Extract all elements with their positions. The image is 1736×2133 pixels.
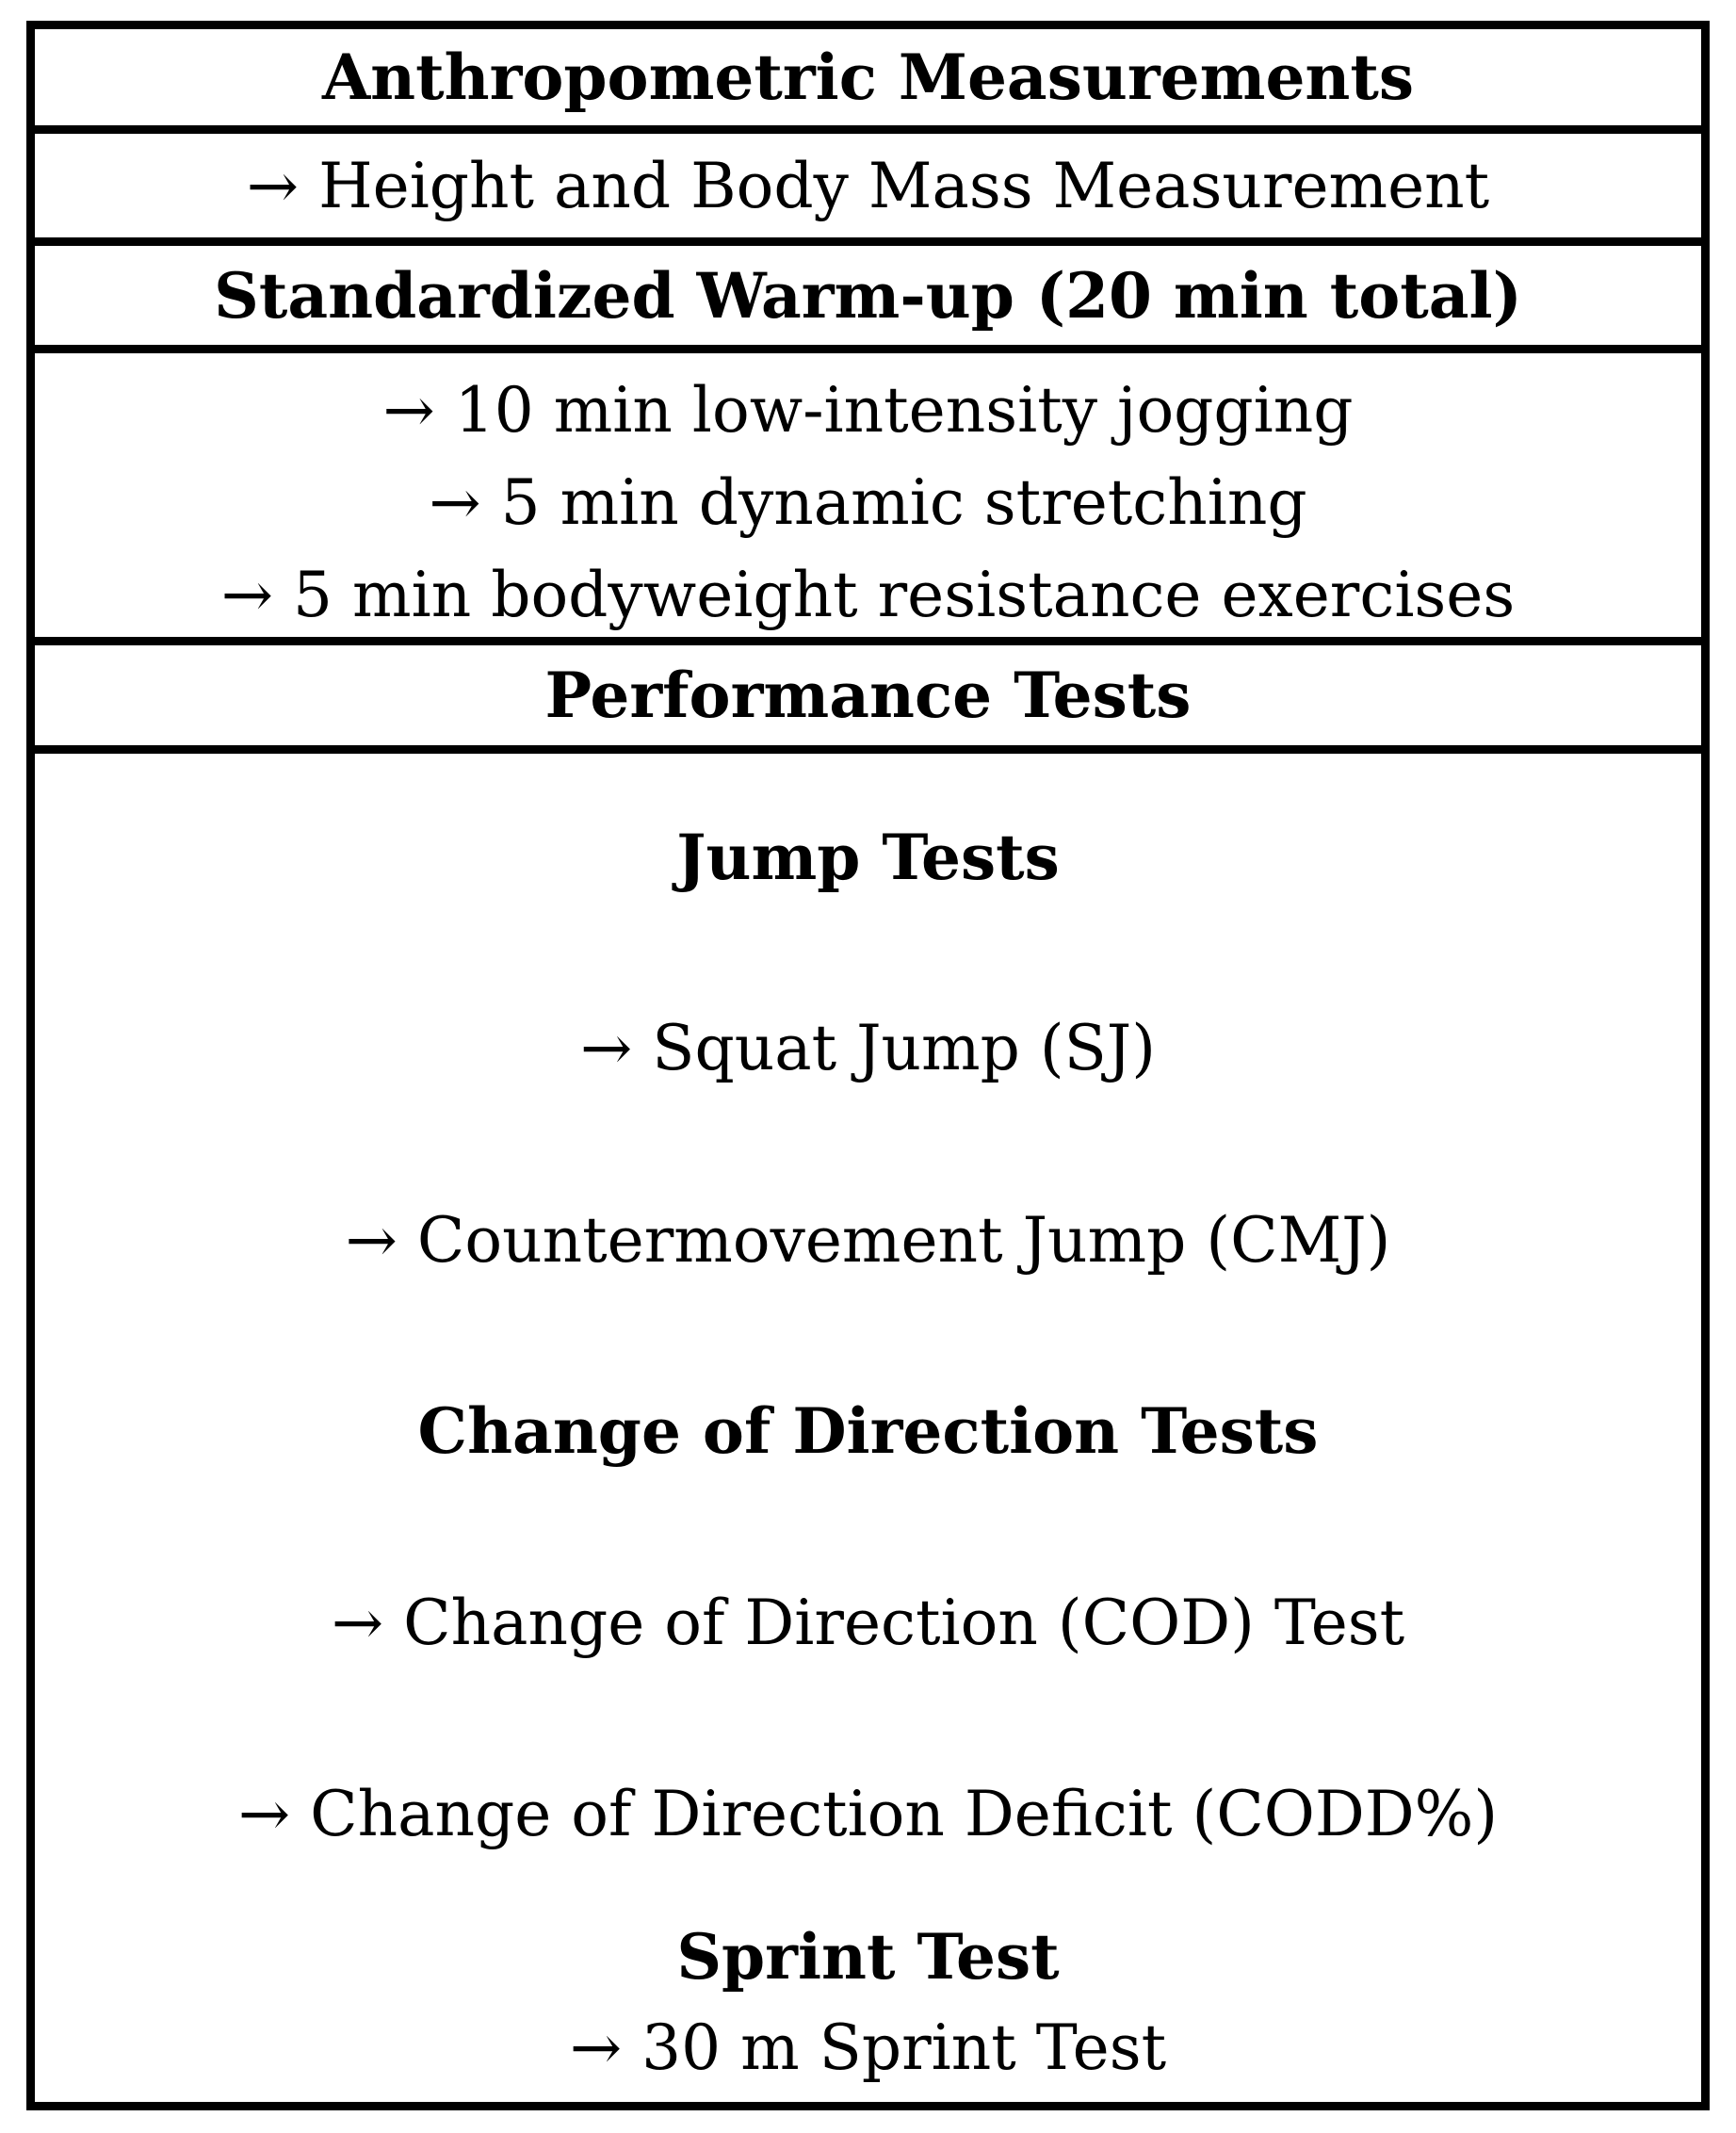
warmup-body	[26, 345, 1710, 645]
sprint-item-30m: → 30 m Sprint Test	[569, 2011, 1167, 2084]
jump-tests-title: Jump Tests	[676, 821, 1060, 894]
performance-header	[26, 637, 1710, 754]
warmup-item-resistance: → 5 min bodyweight resistance exercises	[220, 559, 1516, 631]
jump-item-sj: → Squat Jump (SJ)	[579, 1012, 1157, 1084]
anthropometric-header	[26, 21, 1710, 134]
warmup-title: Standardized Warm-up (20 min total)	[214, 258, 1522, 333]
cod-tests-title: Change of Direction Tests	[417, 1394, 1319, 1468]
warmup-item-stretching: → 5 min dynamic stretching	[429, 466, 1307, 539]
sprint-test-title: Sprint Test	[676, 1920, 1060, 1994]
anthropometric-item: → Height and Body Mass Measurement	[246, 149, 1490, 222]
jump-item-cmj: → Countermovement Jump (CMJ)	[345, 1204, 1391, 1277]
anthropometric-body	[26, 125, 1710, 246]
warmup-item-jogging: → 10 min low-intensity jogging	[382, 374, 1354, 447]
warmup-header	[26, 237, 1710, 353]
cod-item-deficit: → Change of Direction Deficit (CODD%)	[237, 1778, 1499, 1850]
cod-item-test: → Change of Direction (COD) Test	[331, 1587, 1405, 1659]
anthropometric-title: Anthropometric Measurements	[321, 41, 1415, 114]
performance-title: Performance Tests	[544, 659, 1192, 732]
performance-body	[26, 745, 1710, 2110]
